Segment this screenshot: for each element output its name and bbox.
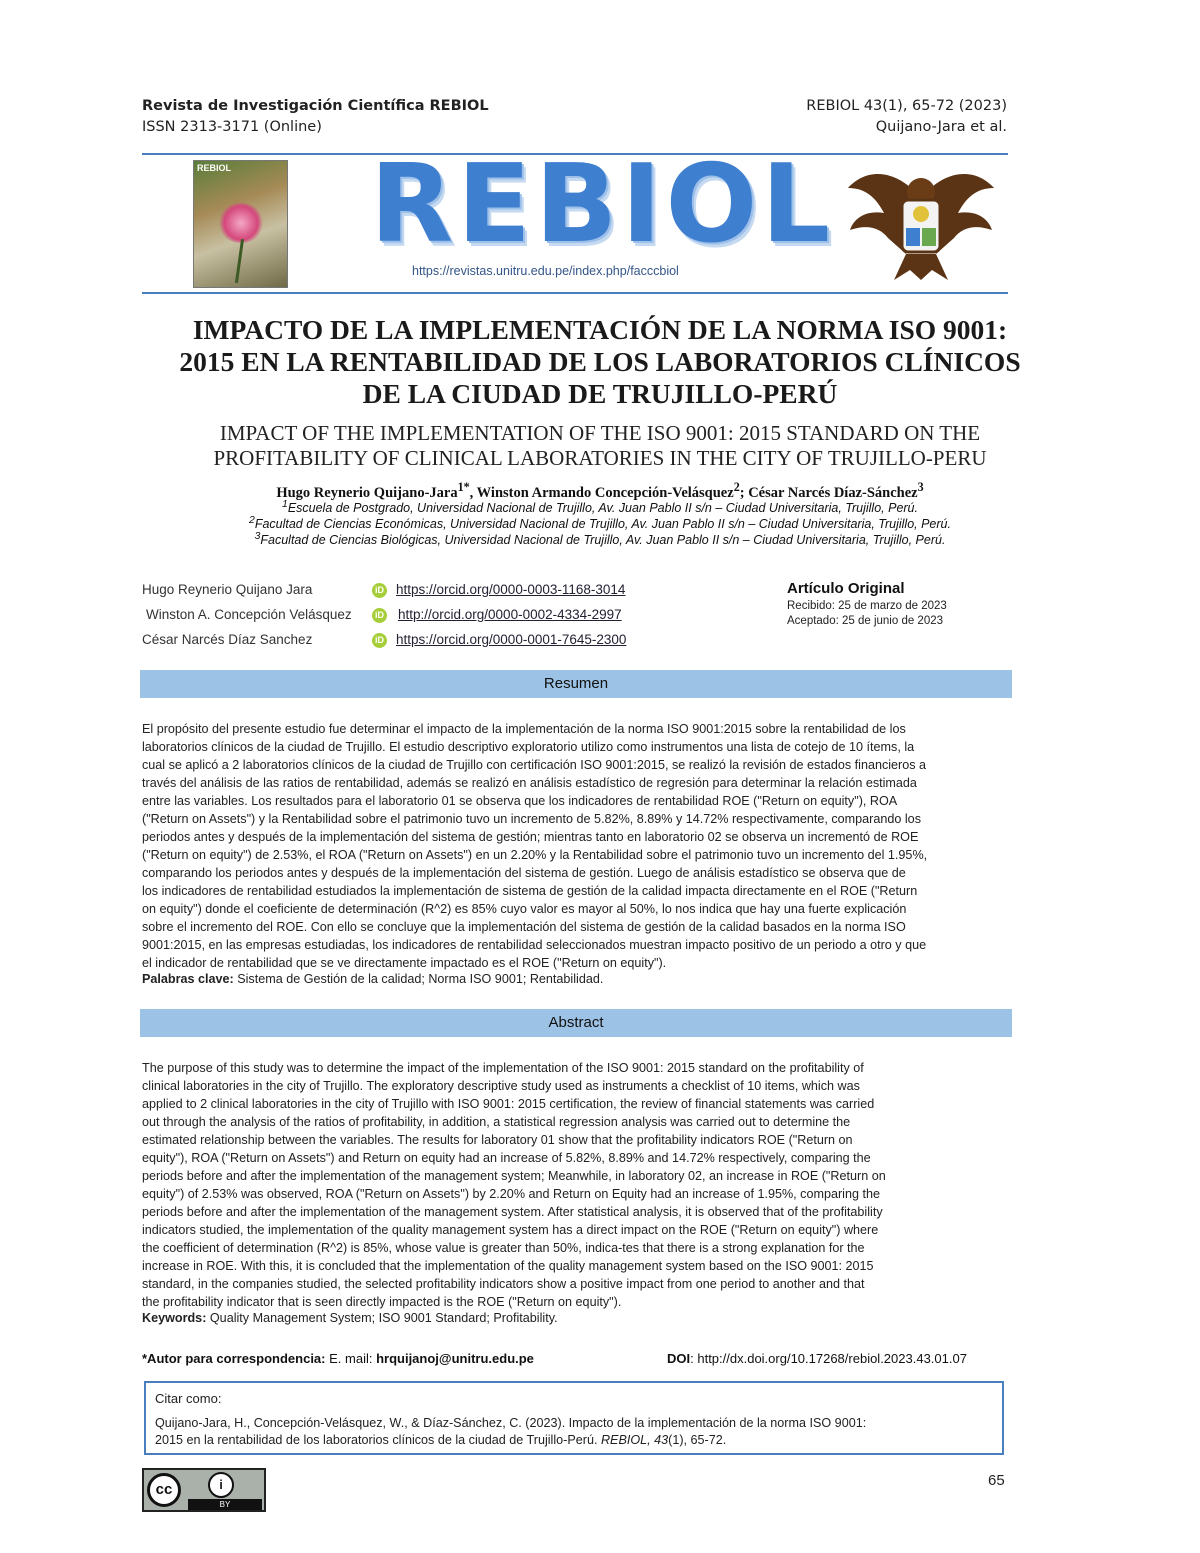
abstract-line: periods before and after the implementation of the management system; Meanwhile, in laboratory 02, an increase in ROE ("Return on — [142, 1169, 886, 1183]
correspondence-mid: E. mail: — [325, 1351, 377, 1366]
affiliation-1 — [120, 499, 1080, 515]
title-english-line-2: PROFITABILITY OF CLINICAL LABORATORIES IN THE CITY OF TRUJILLO-PERU — [213, 446, 987, 470]
resumen-line: periodos antes y después de la implementación del sistema de gestión; mientras tanto en laboratorio 02 se observa un incrementó de ROE — [142, 830, 919, 844]
author-sup: 1* — [457, 480, 470, 494]
affiliation-text: Facultad de Ciencias Biológicas, Universidad Nacional de Trujillo, Av. Juan Pablo II s/n – Ciudad Universitaria, Trujillo, Perú. — [260, 533, 946, 548]
author-name: Hugo Reynerio Quijano-Jara — [276, 484, 458, 501]
author-name: César Narcés Díaz-Sánchez — [748, 484, 918, 501]
abstract-heading: Abstract — [140, 1009, 1012, 1037]
citation-line-2a: 2015 en la rentabilidad de los laboratorios clínicos de la ciudad de Trujillo-Perú. — [155, 1433, 601, 1447]
orcid-icon: iD — [372, 608, 387, 623]
article-type: Artículo Original — [787, 580, 905, 597]
orcid-icon: iD — [372, 633, 387, 648]
abstract-line: standard, in the companies studied, the selected profitability indicators show a positive impact from one period to another and that — [142, 1277, 865, 1291]
resumen-line: El propósito del presente estudio fue determinar el impacto de la implementación de la norma ISO 9001:2015 sobre la rentabilidad de los — [142, 722, 906, 736]
orcid-link[interactable]: https://orcid.org/0000-0001-7645-2300 — [396, 632, 627, 647]
resumen-line: 9001:2015, en las empresas estudiadas, los indicadores de rentabilidad seleccionados muestran impacto positivo de un periodo a otro y que — [142, 938, 927, 952]
author-sup: 3 — [917, 480, 924, 494]
affiliation-sup: 3 — [254, 531, 261, 542]
stem-image — [235, 239, 244, 283]
author-sep: ; — [739, 484, 749, 501]
page-number: 65 — [988, 1472, 1005, 1489]
resumen-line: ("Return on Assets") y la Rentabilidad sobre el patrimonio tuvo un incremento de 5.82%, 8.89% y 14.72% respectivamente, comparando los — [142, 812, 921, 826]
abstract-line: applied to 2 clinical laboratories in the city of Trujillo with ISO 9001: 2015 certification, the review of financial statements was carried — [142, 1097, 875, 1111]
cc-by-license-badge[interactable] — [142, 1468, 266, 1512]
citation-line-2b: (1), 65-72. — [668, 1433, 727, 1447]
received-date: Recibido: 25 de marzo de 2023 — [787, 600, 947, 612]
resumen-text — [142, 720, 1008, 972]
title-spanish-line-1: IMPACTO DE LA IMPLEMENTACIÓN DE LA NORMA ISO 9001: — [192, 314, 1008, 345]
doi-label: DOI — [667, 1351, 691, 1366]
keywords — [142, 1311, 558, 1325]
university-seal-icon — [846, 158, 996, 282]
keywords-label: Keywords: — [142, 1311, 207, 1325]
orcid-link[interactable]: https://orcid.org/0000-0003-1168-3014 — [396, 582, 626, 597]
doi-link[interactable]: : http://dx.doi.org/10.17268/rebiol.2023.43.01.07 — [690, 1351, 967, 1366]
title-spanish-line-3: DE LA CIUDAD DE TRUJILLO-PERÚ — [362, 378, 838, 409]
citation-journal: REBIOL, 43 — [600, 1433, 669, 1447]
resumen-line: comparando los periodos antes y después de la implementación del sistema de gestión. Luego de análisis estadístico se observa que de — [142, 866, 906, 880]
volume-info: REBIOL 43(1), 65-72 (2023) — [806, 98, 1007, 114]
resumen-line: on equity") donde el coeficiente de determinación (R^2) es 85% cuyo valor es mayor al 50%, lo nos indica que hay una fuerte explicación — [142, 902, 907, 916]
abstract-line: the coefficient of determination (R^2) is 85%, whose value is greater than 50%, indica-tes that there is a strong explanation for the — [142, 1241, 865, 1255]
abstract-line: equity"), ROA ("Return on Assets") and Return on equity had an increase of 5.82%, 8.89% and 14.72% respectively, comparing the — [142, 1151, 871, 1165]
journal-url[interactable]: https://revistas.unitru.edu.pe/index.php/facccbiol — [412, 264, 679, 278]
abstract-line: increase in ROE. With this, it is concluded that the implementation of the quality management system based on the ISO 9001: 2015 — [142, 1259, 874, 1273]
abstract-line: indicators studied, the implementation of the quality management system has a direct impact on the ROE ("Return on equity") where — [142, 1223, 879, 1237]
resumen-line: ("Return on equity") de 2.53%, el ROA ("Return on Assets") en un 2.20% y la Rentabilidad sobre el patrimonio tuvo un incremento del 1.95%, — [142, 848, 928, 862]
resumen-line: entre las variables. Los resultados para el laboratorio 01 se observa que los indicadores de rentabilidad ROE ("Return on equity"), ROA — [142, 794, 898, 808]
affiliation-sup: 2 — [249, 515, 255, 526]
author-name: Winston Armando Concepción-Velásquez — [476, 484, 734, 501]
resumen-line: sobre el incremento del ROE. Con ello se concluye que la implementación del sistema de gestión de la calidad basados en la norma ISO — [142, 920, 906, 934]
banner-rule — [142, 292, 1008, 294]
correspondence-email[interactable]: hrquijanoj@unitru.edu.pe — [376, 1351, 534, 1366]
citation-heading: Citar como: — [155, 1391, 222, 1406]
orcid-link[interactable]: http://orcid.org/0000-0002-4334-2997 — [398, 607, 622, 622]
affiliation-3 — [120, 531, 1080, 547]
abstract-line: periods before and after the implementation of the management system. After statistical analysis, it is observed that of the profitability — [142, 1205, 883, 1219]
issn: ISSN 2313-3171 (Online) — [142, 119, 322, 135]
resumen-line: cual se aplicó a 2 laboratorios clínicos de la ciudad de Trujillo con certificación ISO 9001:2015, se realizó la revisión de estados financieros a — [142, 758, 927, 772]
by-label: BY — [188, 1499, 262, 1510]
resumen-line: los indicadores de rentabilidad estudiados la implementación de sistema de gestión de la calidad impacta directamente en el ROE ("Return — [142, 884, 918, 898]
orcid-author-name: César Narcés Díaz Sanchez — [142, 632, 313, 647]
abstract-line: The purpose of this study was to determine the impact of the implementation of the ISO 9001: 2015 standard on the profitability of — [142, 1061, 864, 1075]
affiliation-2 — [120, 515, 1080, 531]
abstract-line: estimated relationship between the variables. The results for laboratory 01 show that the profitability indicators ROE ("Return on — [142, 1133, 853, 1147]
title-english-line-1: IMPACT OF THE IMPLEMENTATION OF THE ISO 9001: 2015 STANDARD ON THE — [219, 421, 981, 445]
palabras-clave — [142, 972, 603, 986]
abstract-line: equity") of 2.53% was observed, ROA ("Return on Assets") by 2.20% and Return on Equity had an increase of 1.95%, comparing the — [142, 1187, 880, 1201]
journal-cover-image — [193, 160, 288, 288]
attribution-person-icon: i — [208, 1472, 234, 1498]
flower-image — [218, 203, 264, 243]
resumen-line: través del análisis de las ratios de rentabilidad, además se realizó en análisis estadístico de regresión para determinar la relación estimada — [142, 776, 917, 790]
orcid-author-name: Winston A. Concepción Velásquez — [146, 607, 352, 622]
orcid-icon: iD — [372, 583, 387, 598]
title-spanish-line-2: 2015 EN LA RENTABILIDAD DE LOS LABORATORIOS CLÍNICOS — [179, 346, 1021, 377]
doi — [667, 1351, 967, 1366]
keywords-label: Palabras clave: — [142, 972, 234, 986]
abstract-line: clinical laboratories in the city of Trujillo. The exploratory descriptive study used as instruments a checklist of 10 items, which was — [142, 1079, 860, 1093]
resumen-line: el indicador de rentabilidad que se ve directamente impactado es el ROE ("Return on equity"). — [142, 956, 667, 970]
citation-line-1: Quijano-Jara, H., Concepción-Velásquez, W., & Díaz-Sánchez, C. (2023). Impacto de la implementación de la norma ISO 9001: — [155, 1416, 867, 1430]
resumen-line: laboratorios clínicos de la ciudad de Trujillo. El estudio descriptivo exploratorio utilizo como instrumentos una lista de cotejo de 10 ítems, la — [142, 740, 915, 754]
orcid-author-name: Hugo Reynerio Quijano Jara — [142, 582, 313, 597]
keywords-text: Sistema de Gestión de la calidad; Norma ISO 9001; Rentabilidad. — [233, 972, 604, 986]
abstract-text — [142, 1059, 1008, 1311]
affiliation-text: Facultad de Ciencias Económicas, Universidad Nacional de Trujillo, Av. Juan Pablo II s/n – Ciudad Universitaria, Trujillo, Perú. — [254, 517, 951, 532]
citation-text — [155, 1415, 997, 1449]
cc-icon: cc — [147, 1473, 181, 1507]
rebiol-logo: REBIOL — [370, 142, 835, 267]
correspondence-label: *Autor para correspondencia: — [142, 1351, 326, 1366]
abstract-line: the profitability indicator that is seen directly impacted is the ROE ("Return on equity"). — [142, 1295, 622, 1309]
affiliation-text: Escuela de Postgrado, Universidad Nacional de Trujillo, Av. Juan Pablo II s/n – Ciudad Universitaria, Trujillo, Perú. — [287, 501, 918, 516]
citation-line-2 — [155, 1432, 997, 1449]
affiliation-sup: 1 — [282, 499, 288, 510]
correspondence — [142, 1351, 534, 1366]
cover-label: REBIOL — [197, 163, 232, 173]
journal-name: Revista de Investigación Científica REBIOL — [142, 98, 489, 114]
accepted-date: Aceptado: 25 de junio de 2023 — [787, 615, 944, 627]
short-authors: Quijano-Jara et al. — [875, 119, 1007, 135]
abstract-line: out through the analysis of the ratios of profitability, in addition, a statistical regression analysis was carried out to determine the — [142, 1115, 851, 1129]
author-sep: , — [469, 484, 477, 501]
keywords-text: Quality Management System; ISO 9001 Standard; Profitability. — [206, 1311, 558, 1325]
resumen-heading: Resumen — [140, 670, 1012, 698]
author-sup: 2 — [733, 480, 740, 494]
